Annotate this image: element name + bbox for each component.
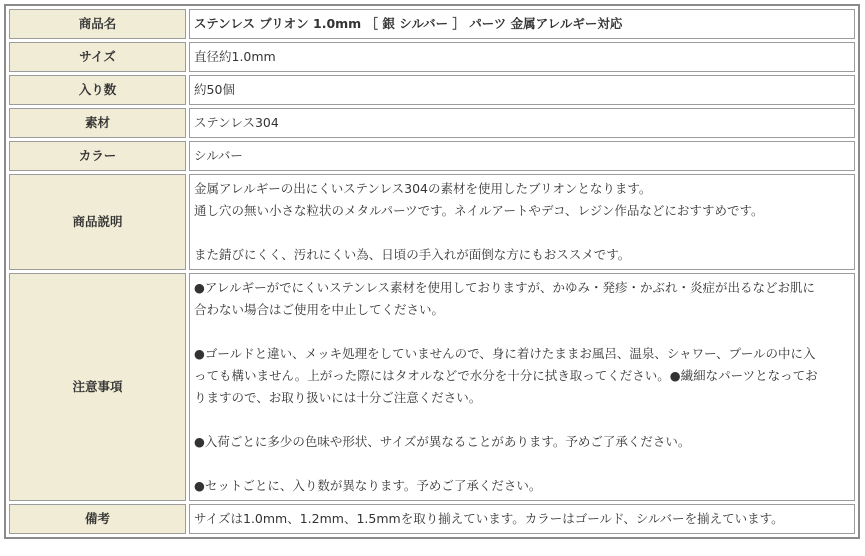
spec-row-notes (9, 273, 855, 501)
description-line: また錆びにくく、汚れにくい為、日頃の手入れが面倒な方にもおススメです。 (194, 247, 631, 262)
spec-row-size (9, 42, 855, 72)
product-spec-table (4, 4, 860, 539)
notes-line: ●入荷ごとに多少の色味や形状、サイズが異なることがあります。予めご了承ください。 (194, 434, 691, 449)
spec-row-quantity (9, 75, 855, 105)
value-notes (189, 273, 855, 501)
label-quantity: 入り数 (9, 75, 186, 105)
notes-line: ●アレルギーがでにくいステンレス素材を使用しておりますが、かゆみ・発疹・かぶれ・炎症が出るなどお肌に (194, 280, 816, 295)
notes-line: ●セットごとに、入り数が異なります。予めご了承ください。 (194, 478, 542, 493)
spec-row-remarks (9, 504, 855, 534)
spec-row-product-name (9, 9, 855, 39)
spec-row-description (9, 174, 855, 270)
label-product-name: 商品名 (9, 9, 186, 39)
value-material: ステンレス304 (189, 108, 855, 138)
spec-row-color (9, 141, 855, 171)
label-notes: 注意事項 (9, 273, 186, 501)
paragraph-gap (194, 321, 850, 343)
paragraph-gap (194, 453, 850, 475)
spec-row-material (9, 108, 855, 138)
value-description (189, 174, 855, 270)
label-size: サイズ (9, 42, 186, 72)
paragraph-gap (194, 222, 850, 244)
description-line: 金属アレルギーの出にくいステンレス304の素材を使用したブリオンとなります。 (194, 181, 652, 196)
notes-line: 合わない場合はご使用を中止してください。 (194, 302, 445, 317)
label-color: カラー (9, 141, 186, 171)
value-quantity: 約50個 (189, 75, 855, 105)
value-remarks: サイズは1.0mm、1.2mm、1.5mmを取り揃えています。カラーはゴールド、シルバーを揃えています。 (189, 504, 855, 534)
label-description: 商品説明 (9, 174, 186, 270)
description-line: 通し穴の無い小さな粒状のメタルパーツです。ネイルアートやデコ、レジン作品などにおすすめです。 (194, 203, 764, 218)
notes-line: っても構いません。上がった際にはタオルなどで水分を十分に拭き取ってください。●繊細なパーツとなってお (194, 368, 818, 383)
value-color: シルバー (189, 141, 855, 171)
label-material: 素材 (9, 108, 186, 138)
notes-line: ●ゴールドと違い、メッキ処理をしていませんので、身に着けたままお風呂、温泉、シャワー、プールの中に入 (194, 346, 816, 361)
value-size: 直径約1.0mm (189, 42, 855, 72)
paragraph-gap (194, 409, 850, 431)
value-product-name: ステンレス ブリオン 1.0mm ［ 銀 シルバー ］ パーツ 金属アレルギー対応 (189, 9, 855, 39)
label-remarks: 備考 (9, 504, 186, 534)
notes-line: りますので、お取り扱いには十分ご注意ください。 (194, 390, 482, 405)
